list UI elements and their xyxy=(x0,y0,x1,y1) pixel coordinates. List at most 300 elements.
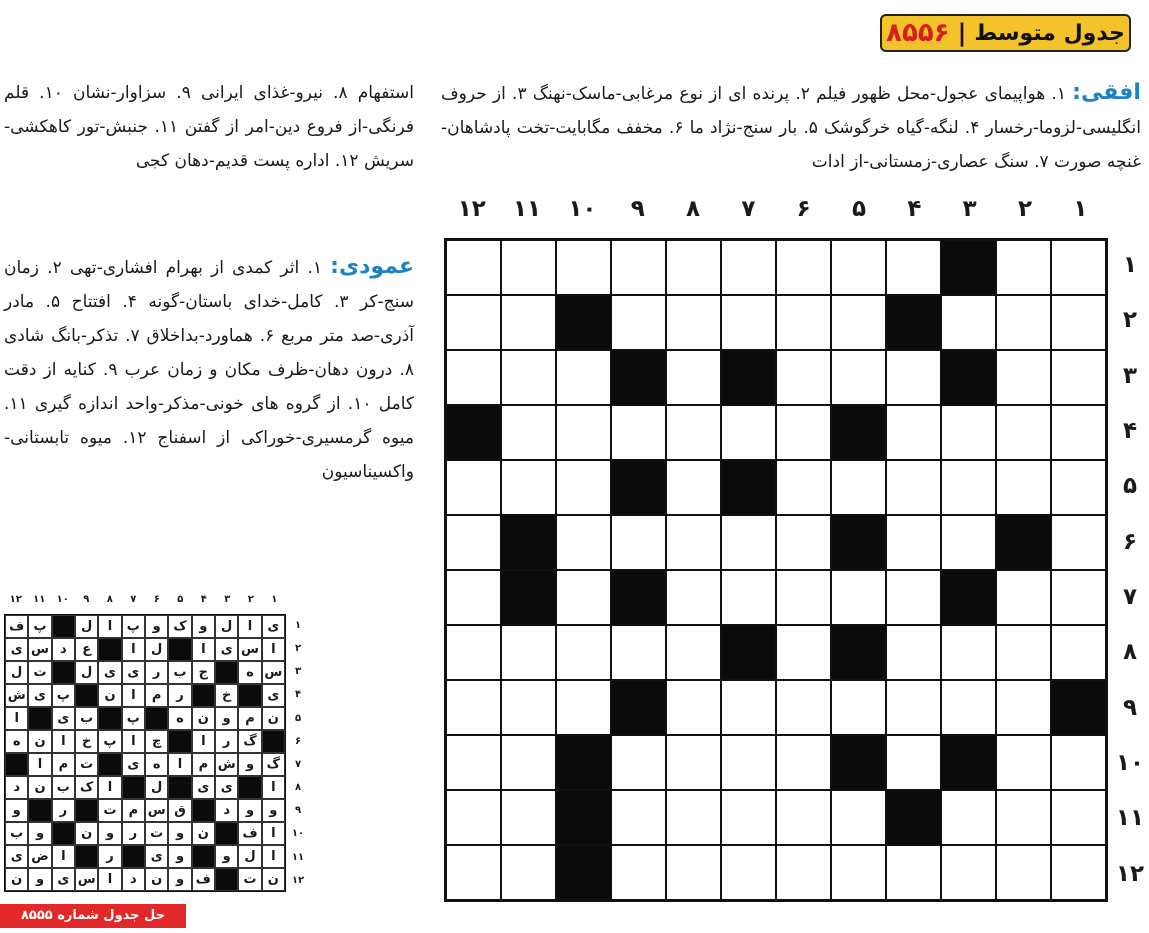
solution-cell: ا xyxy=(262,822,285,845)
solution-cell: ت xyxy=(28,661,51,684)
row-number: ۳ xyxy=(1122,362,1138,389)
solution-cell: ا xyxy=(5,707,28,730)
crossword-cell[interactable] xyxy=(446,680,501,735)
solution-cell: و xyxy=(145,615,168,638)
crossword-cell[interactable] xyxy=(776,570,831,625)
solution-cell: م xyxy=(145,684,168,707)
black-cell xyxy=(941,350,996,405)
crossword-cell[interactable] xyxy=(886,515,941,570)
crossword-cell[interactable] xyxy=(666,515,721,570)
black-cell xyxy=(721,460,776,515)
solution-cell: چ xyxy=(145,730,168,753)
solution-cell: ل xyxy=(145,776,168,799)
black-cell xyxy=(611,680,666,735)
crossword-cell[interactable] xyxy=(996,735,1051,790)
across-clues-text: ۱. هواپیمای عجول-محل ظهور فیلم ۲. پرنده ای از نوع مرغابی-ماسک-نهنگ ۳. از حروف انگلیسی-لزوما-رخسار ۴. لنگه-گیاه خرگوشک ۵. بار سنج-نژاد ما ۶. مخفف مگابایت-تخت پادشاهان-غنچه صورت ۷. سنگ عصاری-زمستانی-از ادات xyxy=(441,84,1142,172)
row-numbers xyxy=(1112,238,1148,902)
solution-cell: ف xyxy=(5,615,28,638)
crossword-cell[interactable] xyxy=(611,625,666,680)
solution-cell: و xyxy=(215,707,238,730)
crossword-cell[interactable] xyxy=(886,460,941,515)
solution-cell: پ xyxy=(122,707,145,730)
solution-column-number: ۱۰ xyxy=(56,594,69,605)
solution-cell: ب xyxy=(168,661,191,684)
crossword-cell[interactable] xyxy=(941,460,996,515)
down-clues xyxy=(4,250,414,489)
solution-cell: خ xyxy=(75,730,98,753)
solution-cell: ت xyxy=(145,822,168,845)
solution-cell: ک xyxy=(168,615,191,638)
down-clues-text: ۱. اثر کمدی از بهرام افشاری-تهی ۲. زمان سنج-کر ۳. کامل-خدای باستان-گونه ۴. افتتاح ۵. مادر آذری-صد متر مربع ۶. هماورد-بداخلاق ۷. تذکر-بانگ شادی ۸. درون دهان-ظرف مکان و زمان عرب ۹. کنایه از دقت کامل ۱۰. از گروه های خونی-مذکر-واحد اندازه گیری ۱۱. میوه گرمسیری-خوراکی از اسفناج ۱۲. میوه تابستانی-واکسیناسیون xyxy=(4,258,415,482)
solution-black-cell xyxy=(215,868,238,891)
solution-cell: ع xyxy=(75,638,98,661)
crossword-cell[interactable] xyxy=(1051,240,1106,295)
crossword-cell[interactable] xyxy=(996,845,1051,900)
crossword-cell[interactable] xyxy=(556,460,611,515)
crossword-cell[interactable] xyxy=(831,350,886,405)
solution-cell: پ xyxy=(98,730,121,753)
crossword-cell[interactable] xyxy=(666,625,721,680)
crossword-cell[interactable] xyxy=(446,295,501,350)
crossword-cell[interactable] xyxy=(1051,735,1106,790)
black-cell xyxy=(941,735,996,790)
solution-cell: ض xyxy=(28,845,51,868)
black-cell xyxy=(611,460,666,515)
solution-cell: د xyxy=(5,776,28,799)
crossword-cell[interactable] xyxy=(831,845,886,900)
solution-cell: ی xyxy=(215,776,238,799)
crossword-cell[interactable] xyxy=(666,295,721,350)
crossword-cell[interactable] xyxy=(1051,460,1106,515)
crossword-cell[interactable] xyxy=(501,625,556,680)
solution-cell: ه xyxy=(145,753,168,776)
solution-cell: ا xyxy=(238,615,261,638)
solution-row-number: ۱۰ xyxy=(291,828,305,840)
column-number: ۵ xyxy=(852,196,867,222)
crossword-cell[interactable] xyxy=(831,460,886,515)
solution-cell: و xyxy=(168,868,191,891)
column-number: ۳ xyxy=(962,196,977,222)
solution-row-number: ۳ xyxy=(294,666,302,678)
crossword-cell[interactable] xyxy=(666,350,721,405)
crossword-cell[interactable] xyxy=(446,845,501,900)
solution-cell: ا xyxy=(192,638,215,661)
crossword-cell[interactable] xyxy=(886,735,941,790)
solution-black-cell xyxy=(98,638,121,661)
crossword-cell[interactable] xyxy=(446,790,501,845)
crossword-cell[interactable] xyxy=(886,845,941,900)
crossword-cell[interactable] xyxy=(611,240,666,295)
solution-cell: ن xyxy=(262,707,285,730)
solution-black-cell xyxy=(192,799,215,822)
column-number: ۷ xyxy=(741,196,756,222)
crossword-cell[interactable] xyxy=(556,625,611,680)
solution-cell: ا xyxy=(52,730,75,753)
solution-cell: ب xyxy=(52,776,75,799)
solution-row-number: ۱۱ xyxy=(291,851,305,863)
crossword-cell[interactable] xyxy=(501,460,556,515)
solution-black-cell xyxy=(98,707,121,730)
row-number: ۷ xyxy=(1122,583,1138,610)
solution-cell: ر xyxy=(98,845,121,868)
crossword-cell[interactable] xyxy=(831,240,886,295)
solution-grid xyxy=(4,614,286,892)
crossword-cell[interactable] xyxy=(996,625,1051,680)
solution-cell: ه xyxy=(5,730,28,753)
solution-cell: پ xyxy=(122,615,145,638)
solution-cell: ن xyxy=(28,776,51,799)
solution-cell: و xyxy=(238,753,261,776)
solution-black-cell xyxy=(168,638,191,661)
solution-column-number: ۶ xyxy=(153,594,160,605)
solution-cell: و xyxy=(28,868,51,891)
solution-cell: ن xyxy=(192,822,215,845)
solution-cell: ی xyxy=(122,661,145,684)
crossword-cell[interactable] xyxy=(556,570,611,625)
crossword-cell[interactable] xyxy=(721,735,776,790)
solution-column-number: ۱۲ xyxy=(9,594,22,605)
solution-black-cell xyxy=(215,661,238,684)
crossword-cell[interactable] xyxy=(556,680,611,735)
solution-row-number: ۱ xyxy=(294,620,302,631)
black-cell xyxy=(941,570,996,625)
column-number: ۱۱ xyxy=(513,196,542,222)
crossword-cell[interactable] xyxy=(666,570,721,625)
crossword-cell[interactable] xyxy=(1051,405,1106,460)
black-cell xyxy=(556,735,611,790)
crossword-cell[interactable] xyxy=(1051,515,1106,570)
crossword-cell[interactable] xyxy=(996,295,1051,350)
solution-cell: ر xyxy=(215,730,238,753)
solution-cell: و xyxy=(98,822,121,845)
crossword-cell[interactable] xyxy=(941,625,996,680)
crossword-cell[interactable] xyxy=(556,515,611,570)
crossword-cell[interactable] xyxy=(941,680,996,735)
solution-cell: ی xyxy=(262,684,285,707)
crossword-cell[interactable] xyxy=(831,680,886,735)
crossword-cell[interactable] xyxy=(721,515,776,570)
solution-cell: س xyxy=(238,638,261,661)
black-cell xyxy=(1051,680,1106,735)
crossword-cell[interactable] xyxy=(941,295,996,350)
solution-caption: حل جدول شماره ۸۵۵۵ xyxy=(0,904,186,928)
solution-cell: ج xyxy=(192,661,215,684)
crossword-cell[interactable] xyxy=(776,845,831,900)
crossword-cell[interactable] xyxy=(666,405,721,460)
crossword-cell[interactable] xyxy=(721,295,776,350)
crossword-cell[interactable] xyxy=(501,405,556,460)
solution-cell: د xyxy=(52,638,75,661)
crossword-cell[interactable] xyxy=(721,790,776,845)
solution-column-number: ۷ xyxy=(130,594,137,605)
solution-column-number: ۵ xyxy=(177,594,184,605)
solution-row-number: ۶ xyxy=(294,735,302,747)
crossword-cell[interactable] xyxy=(611,295,666,350)
crossword-cell[interactable] xyxy=(776,515,831,570)
solution-black-cell xyxy=(238,776,261,799)
solution-column-number: ۲ xyxy=(247,594,254,605)
row-number: ۱ xyxy=(1122,252,1138,278)
black-cell xyxy=(941,240,996,295)
crossword-cell[interactable] xyxy=(996,570,1051,625)
crossword-cell[interactable] xyxy=(501,680,556,735)
crossword-cell[interactable] xyxy=(886,240,941,295)
crossword-cell[interactable] xyxy=(666,460,721,515)
black-cell xyxy=(721,625,776,680)
solution-cell: ل xyxy=(215,615,238,638)
crossword-cell[interactable] xyxy=(996,680,1051,735)
crossword-cell[interactable] xyxy=(886,680,941,735)
crossword-cell[interactable] xyxy=(941,790,996,845)
crossword-cell[interactable] xyxy=(611,845,666,900)
solution-cell: د xyxy=(122,868,145,891)
solution-cell: پ xyxy=(28,615,51,638)
crossword-cell[interactable] xyxy=(831,295,886,350)
solution-cell: ل xyxy=(5,661,28,684)
solution-cell: و xyxy=(215,845,238,868)
crossword-cell[interactable] xyxy=(721,240,776,295)
crossword-cell[interactable] xyxy=(1051,350,1106,405)
solution-column-number: ۱ xyxy=(271,594,278,605)
black-cell xyxy=(721,350,776,405)
crossword-cell[interactable] xyxy=(556,350,611,405)
black-cell xyxy=(886,790,941,845)
black-cell xyxy=(611,350,666,405)
solution-black-cell xyxy=(262,730,285,753)
solution-black-cell xyxy=(238,684,261,707)
solution-cell: ا xyxy=(98,868,121,891)
solution-cell: ا xyxy=(192,730,215,753)
crossword-cell[interactable] xyxy=(501,240,556,295)
across-clues-continued xyxy=(4,76,414,178)
crossword-cell[interactable] xyxy=(941,845,996,900)
solution-row-numbers xyxy=(290,614,306,892)
solution-cell: ا xyxy=(98,776,121,799)
solution-cell: ل xyxy=(145,638,168,661)
solution-black-cell xyxy=(52,822,75,845)
crossword-cell[interactable] xyxy=(1051,845,1106,900)
crossword-cell[interactable] xyxy=(996,350,1051,405)
crossword-cell[interactable] xyxy=(446,570,501,625)
solution-cell: ن xyxy=(98,684,121,707)
solution-cell: ن xyxy=(192,707,215,730)
solution-column-number: ۴ xyxy=(200,594,207,605)
solution-cell: ق xyxy=(168,799,191,822)
solution-cell: پ xyxy=(52,684,75,707)
crossword-cell[interactable] xyxy=(776,295,831,350)
black-cell xyxy=(556,790,611,845)
solution-cell: ت xyxy=(75,753,98,776)
crossword-cell[interactable] xyxy=(611,735,666,790)
crossword-cell[interactable] xyxy=(941,405,996,460)
solution-black-cell xyxy=(168,776,191,799)
crossword-cell[interactable] xyxy=(611,790,666,845)
solution-cell: ی xyxy=(145,845,168,868)
solution-cell: ی xyxy=(192,776,215,799)
solution-cell: ی xyxy=(28,684,51,707)
crossword-cell[interactable] xyxy=(831,790,886,845)
black-cell xyxy=(556,845,611,900)
black-cell xyxy=(831,625,886,680)
solution-cell: ن xyxy=(145,868,168,891)
solution-cell: م xyxy=(238,707,261,730)
black-cell xyxy=(556,295,611,350)
crossword-cell[interactable] xyxy=(501,790,556,845)
crossword-cell[interactable] xyxy=(996,460,1051,515)
crossword-cell[interactable] xyxy=(831,570,886,625)
crossword-cell[interactable] xyxy=(941,515,996,570)
solution-cell: ی xyxy=(215,638,238,661)
solution-cell: و xyxy=(168,845,191,868)
solution-cell: ل xyxy=(238,845,261,868)
solution-cell: ا xyxy=(52,845,75,868)
crossword-cell[interactable] xyxy=(776,790,831,845)
crossword-cell[interactable] xyxy=(501,295,556,350)
row-number: ۹ xyxy=(1122,694,1138,721)
crossword-cell[interactable] xyxy=(446,735,501,790)
crossword-cell[interactable] xyxy=(501,350,556,405)
solution-black-cell xyxy=(122,776,145,799)
crossword-cell[interactable] xyxy=(446,240,501,295)
crossword-cell[interactable] xyxy=(446,515,501,570)
solution-row-number: ۷ xyxy=(294,758,302,770)
crossword-cell[interactable] xyxy=(776,680,831,735)
crossword-cell[interactable] xyxy=(666,845,721,900)
crossword-cell[interactable] xyxy=(721,405,776,460)
solution-cell: ف xyxy=(238,822,261,845)
solution-cell: ر xyxy=(52,799,75,822)
solution-cell: ن xyxy=(262,868,285,891)
solution-cell: ی xyxy=(262,615,285,638)
solution-black-cell xyxy=(215,822,238,845)
crossword-cell[interactable] xyxy=(1051,570,1106,625)
solution-cell: ی xyxy=(122,753,145,776)
solution-black-cell xyxy=(168,730,191,753)
crossword-cell[interactable] xyxy=(721,680,776,735)
crossword-cell[interactable] xyxy=(886,625,941,680)
solution-cell: م xyxy=(122,799,145,822)
solution-cell: ر xyxy=(122,822,145,845)
crossword-cell[interactable] xyxy=(666,790,721,845)
solution-cell: و xyxy=(5,799,28,822)
solution-black-cell xyxy=(75,845,98,868)
solution-cell: ی xyxy=(5,638,28,661)
crossword-cell[interactable] xyxy=(776,350,831,405)
crossword-cell[interactable] xyxy=(996,240,1051,295)
solution-row-number: ۸ xyxy=(294,782,302,794)
crossword-cell[interactable] xyxy=(721,845,776,900)
solution-cell: د xyxy=(215,799,238,822)
black-cell xyxy=(501,570,556,625)
solution-cell: م xyxy=(52,753,75,776)
crossword-cell[interactable] xyxy=(776,240,831,295)
crossword-cell[interactable] xyxy=(611,405,666,460)
crossword-cell[interactable] xyxy=(996,790,1051,845)
crossword-cell[interactable] xyxy=(446,625,501,680)
solution-cell: ش xyxy=(215,753,238,776)
solution-cell: ر xyxy=(168,684,191,707)
column-number: ۱۲ xyxy=(457,196,486,222)
crossword-cell[interactable] xyxy=(776,460,831,515)
solution-cell: ا xyxy=(98,615,121,638)
crossword-grid xyxy=(444,238,1108,902)
black-cell xyxy=(831,405,886,460)
crossword-cell[interactable] xyxy=(666,680,721,735)
solution-black-cell xyxy=(28,799,51,822)
solution-cell: ی xyxy=(52,868,75,891)
crossword-cell[interactable] xyxy=(776,405,831,460)
crossword-cell[interactable] xyxy=(886,405,941,460)
solution-black-cell xyxy=(5,753,28,776)
solution-cell: م xyxy=(192,753,215,776)
crossword-cell[interactable] xyxy=(446,350,501,405)
solution-row-number: ۵ xyxy=(294,712,302,724)
solution-cell: گ xyxy=(238,730,261,753)
column-numbers xyxy=(444,196,1108,226)
solution-cell: ی xyxy=(98,661,121,684)
crossword-cell[interactable] xyxy=(446,460,501,515)
column-number: ۹ xyxy=(630,196,645,222)
solution-cell: س xyxy=(145,799,168,822)
puzzle-title-box xyxy=(880,14,1131,52)
black-cell xyxy=(996,515,1051,570)
solution-cell: ا xyxy=(28,753,51,776)
across-clues-text-continued: استفهام ۸. نیرو-غذای ایرانی ۹. سزاوار-نشان ۱۰. قلم فرنگی-از فروع دین-امر از گفتن ۱۱. جنبش-تور کاهکشی-سریش ۱۲. اداره پست قدیم-دهان کجی xyxy=(4,83,414,171)
solution-black-cell xyxy=(52,661,75,684)
crossword-cell[interactable] xyxy=(611,515,666,570)
crossword-cell[interactable] xyxy=(996,405,1051,460)
solution-cell: گ xyxy=(262,753,285,776)
solution-cell: ک xyxy=(75,776,98,799)
crossword-cell[interactable] xyxy=(501,845,556,900)
solution-cell: ی xyxy=(5,845,28,868)
solution-row-number: ۲ xyxy=(294,643,302,655)
row-number: ۱۰ xyxy=(1115,749,1145,776)
solution-cell: ر xyxy=(145,661,168,684)
solution-black-cell xyxy=(145,707,168,730)
crossword-cell[interactable] xyxy=(501,735,556,790)
black-cell xyxy=(501,515,556,570)
crossword-cell[interactable] xyxy=(886,570,941,625)
column-number: ۸ xyxy=(686,196,701,222)
solution-cell: و xyxy=(28,822,51,845)
solution-row-number: ۹ xyxy=(294,805,302,817)
solution-cell: ن xyxy=(75,822,98,845)
crossword-cell[interactable] xyxy=(776,735,831,790)
solution-cell: ا xyxy=(122,730,145,753)
crossword-cell[interactable] xyxy=(1051,295,1106,350)
across-heading: افقی: xyxy=(1072,80,1141,105)
across-clues-main xyxy=(441,76,1141,179)
solution-cell: ی xyxy=(52,707,75,730)
column-number: ۶ xyxy=(796,196,811,222)
crossword-cell[interactable] xyxy=(1051,625,1106,680)
crossword-cell[interactable] xyxy=(666,735,721,790)
solution-cell: ب xyxy=(5,822,28,845)
row-number: ۵ xyxy=(1122,473,1138,500)
crossword-cell[interactable] xyxy=(556,405,611,460)
crossword-cell[interactable] xyxy=(721,570,776,625)
crossword-cell[interactable] xyxy=(1051,790,1106,845)
solution-cell: ا xyxy=(122,638,145,661)
crossword-cell[interactable] xyxy=(776,625,831,680)
row-number: ۱۲ xyxy=(1115,860,1145,887)
solution-black-cell xyxy=(122,845,145,868)
crossword-cell[interactable] xyxy=(556,240,611,295)
crossword-cell[interactable] xyxy=(666,240,721,295)
solution-cell: و xyxy=(262,799,285,822)
crossword-cell[interactable] xyxy=(886,350,941,405)
